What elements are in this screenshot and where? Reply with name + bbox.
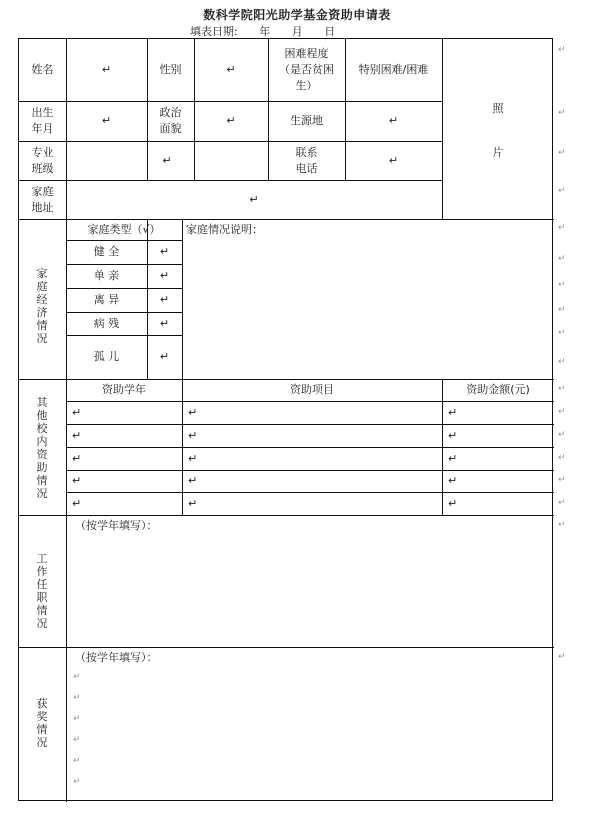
paragraph-mark: ↵ bbox=[73, 693, 81, 703]
family-description-label: 家庭情况说明： bbox=[186, 222, 263, 236]
address-field[interactable]: ↵ bbox=[249, 192, 259, 206]
birth-field[interactable]: ↵ bbox=[101, 114, 112, 128]
political-label: 政治面貌 bbox=[159, 106, 182, 135]
paragraph-mark: ↵ bbox=[73, 672, 81, 682]
row-end-mark: ↵ bbox=[558, 357, 566, 367]
row-end-mark: ↵ bbox=[558, 280, 566, 290]
special-difficulty-option[interactable]: 特别困难/困难 bbox=[358, 63, 429, 77]
family-type-label: 离 异 bbox=[93, 293, 120, 307]
family-section-label: 家庭经济情况 bbox=[36, 267, 48, 345]
gender-label: 性别 bbox=[159, 63, 182, 77]
paragraph-mark: ↵ bbox=[73, 777, 81, 787]
difficulty-label: 困难程度（是否贫困生） bbox=[279, 47, 334, 92]
aid-header-year: 资助学年 bbox=[102, 383, 146, 397]
aid-year-field[interactable]: ↵ bbox=[72, 405, 82, 419]
family-type-header: 家庭类型（√） bbox=[87, 222, 161, 236]
fill-date-month: 月 bbox=[291, 25, 303, 38]
origin-field[interactable]: ↵ bbox=[388, 114, 399, 128]
major-label: 专业班级 bbox=[31, 145, 54, 175]
gender-field[interactable]: ↵ bbox=[226, 63, 236, 77]
row-end-mark: ↵ bbox=[558, 407, 566, 417]
row-end-mark: ↵ bbox=[558, 384, 566, 394]
fill-date-day: 日 bbox=[324, 25, 336, 38]
row-end-mark: ↵ bbox=[558, 45, 566, 55]
paragraph-mark: ↵ bbox=[73, 735, 81, 745]
aid-amount-field[interactable]: ↵ bbox=[448, 496, 458, 510]
fill-date-label: 填表日期: bbox=[190, 25, 238, 38]
awards-field[interactable] bbox=[71, 669, 549, 797]
paragraph-mark: ↵ bbox=[73, 714, 81, 724]
row-end-mark: ↵ bbox=[558, 305, 566, 315]
row-end-mark: ↵ bbox=[558, 223, 566, 233]
family-type-check[interactable]: ↵ bbox=[159, 350, 170, 364]
application-form-table bbox=[18, 38, 553, 801]
address-label: 家庭地址 bbox=[31, 184, 54, 214]
aid-header-amount: 资助金额(元) bbox=[466, 383, 530, 397]
aid-project-field[interactable]: ↵ bbox=[188, 451, 198, 465]
aid-project-field[interactable]: ↵ bbox=[188, 428, 198, 442]
row-end-mark: ↵ bbox=[558, 430, 566, 440]
family-type-check[interactable]: ↵ bbox=[159, 245, 170, 259]
major-field[interactable]: ↵ bbox=[162, 153, 172, 167]
aid-amount-field[interactable]: ↵ bbox=[448, 474, 458, 488]
aid-amount-field[interactable]: ↵ bbox=[448, 451, 458, 465]
row-end-mark: ↵ bbox=[558, 652, 566, 662]
family-type-check[interactable]: ↵ bbox=[159, 269, 170, 283]
aid-amount-field[interactable]: ↵ bbox=[448, 405, 458, 419]
awards-note: （按学年填写）： bbox=[75, 651, 158, 665]
fill-date-year: 年 bbox=[259, 25, 271, 38]
photo-label-1: 照 bbox=[492, 102, 504, 116]
family-type-label: 孤 儿 bbox=[93, 350, 120, 364]
political-field[interactable]: ↵ bbox=[226, 114, 236, 128]
aid-section-label: 其他校内资助情况 bbox=[36, 396, 48, 500]
row-end-mark: ↵ bbox=[558, 108, 566, 118]
row-end-mark: ↵ bbox=[558, 498, 566, 508]
row-end-mark: ↵ bbox=[558, 453, 566, 463]
family-description-field[interactable] bbox=[189, 244, 549, 374]
contact-field[interactable]: ↵ bbox=[388, 153, 399, 167]
aid-year-field[interactable]: ↵ bbox=[72, 451, 82, 465]
paragraph-mark: ↵ bbox=[73, 756, 81, 766]
row-end-mark: ↵ bbox=[558, 186, 566, 196]
row-end-mark: ↵ bbox=[558, 520, 566, 530]
work-field[interactable] bbox=[71, 537, 549, 643]
row-end-mark: ↵ bbox=[558, 148, 566, 158]
name-field[interactable]: ↵ bbox=[101, 63, 112, 77]
family-type-label: 健 全 bbox=[93, 245, 120, 259]
aid-project-field[interactable]: ↵ bbox=[188, 405, 198, 419]
family-type-label: 单 亲 bbox=[93, 269, 120, 283]
work-note: （按学年填写）： bbox=[75, 519, 158, 533]
aid-year-field[interactable]: ↵ bbox=[72, 428, 82, 442]
origin-label: 生源地 bbox=[290, 114, 323, 128]
family-type-label: 病 残 bbox=[93, 316, 120, 330]
contact-label: 联系电话 bbox=[295, 145, 318, 175]
aid-year-field[interactable]: ↵ bbox=[72, 496, 82, 510]
row-end-mark: ↵ bbox=[558, 254, 566, 264]
birth-label: 出生年月 bbox=[31, 106, 54, 135]
row-end-mark: ↵ bbox=[558, 328, 566, 338]
family-type-check[interactable]: ↵ bbox=[159, 293, 170, 307]
family-type-check[interactable]: ↵ bbox=[159, 316, 170, 330]
photo-label-2: 片 bbox=[492, 146, 504, 160]
fill-date-line bbox=[190, 23, 353, 39]
aid-project-field[interactable]: ↵ bbox=[188, 496, 198, 510]
aid-header-project: 资助项目 bbox=[290, 383, 334, 397]
row-end-mark: ↵ bbox=[558, 475, 566, 485]
aid-project-field[interactable]: ↵ bbox=[188, 474, 198, 488]
aid-amount-field[interactable]: ↵ bbox=[448, 428, 458, 442]
work-section-label: 工作任职情况 bbox=[36, 552, 48, 630]
aid-year-field[interactable]: ↵ bbox=[72, 474, 82, 488]
awards-section-label: 获奖情况 bbox=[36, 697, 48, 749]
form-title: 数科学院阳光助学基金资助申请表 bbox=[203, 8, 391, 22]
name-label: 姓名 bbox=[31, 63, 54, 77]
